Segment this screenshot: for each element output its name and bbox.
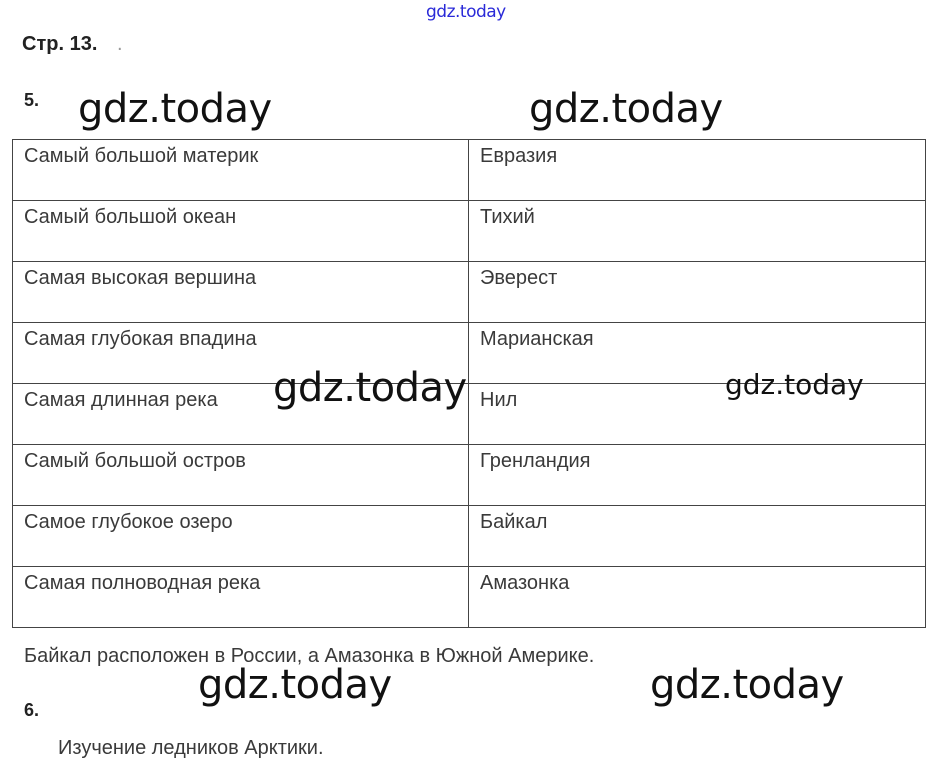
task-5-note: Байкал расположен в России, а Амазонка в Южной Америке. bbox=[24, 645, 595, 667]
feature-cell: Самая высокая вершина bbox=[13, 262, 469, 323]
answer-cell: Нил bbox=[469, 384, 926, 445]
watermark: gdz.today bbox=[273, 365, 467, 411]
feature-cell: Самая полноводная река bbox=[13, 567, 469, 628]
feature-cell: Самый большой остров bbox=[13, 445, 469, 506]
table-row bbox=[13, 140, 926, 201]
answer-cell: Тихий bbox=[469, 201, 926, 262]
watermark: gdz.today bbox=[198, 662, 392, 708]
task-6-answer: Изучение ледников Арктики. bbox=[58, 737, 324, 759]
answer-cell: Марианская bbox=[469, 323, 926, 384]
answer-cell: Амазонка bbox=[469, 567, 926, 628]
watermark: gdz.today bbox=[78, 86, 272, 132]
answer-cell: Эверест bbox=[469, 262, 926, 323]
feature-cell: Самая глубокая впадина bbox=[13, 323, 469, 384]
watermark-top: gdz.today bbox=[426, 2, 506, 22]
page-label: Стр. 13. bbox=[22, 33, 98, 55]
table-row bbox=[13, 262, 926, 323]
page-dot: . bbox=[117, 33, 123, 55]
task-6-number: 6. bbox=[24, 700, 40, 720]
watermark: gdz.today bbox=[529, 86, 723, 132]
watermark: gdz.today bbox=[725, 368, 864, 401]
table-row bbox=[13, 445, 926, 506]
feature-cell: Самое глубокое озеро bbox=[13, 506, 469, 567]
feature-cell: Самый большой материк bbox=[13, 140, 469, 201]
task-5-number: 5. bbox=[24, 90, 40, 110]
table-row bbox=[13, 201, 926, 262]
table-row bbox=[13, 567, 926, 628]
table-row bbox=[13, 506, 926, 567]
feature-cell: Самая длинная река bbox=[13, 384, 469, 445]
answer-cell: Гренландия bbox=[469, 445, 926, 506]
watermark: gdz.today bbox=[650, 662, 844, 708]
feature-cell: Самый большой океан bbox=[13, 201, 469, 262]
answer-cell: Байкал bbox=[469, 506, 926, 567]
answer-cell: Евразия bbox=[469, 140, 926, 201]
